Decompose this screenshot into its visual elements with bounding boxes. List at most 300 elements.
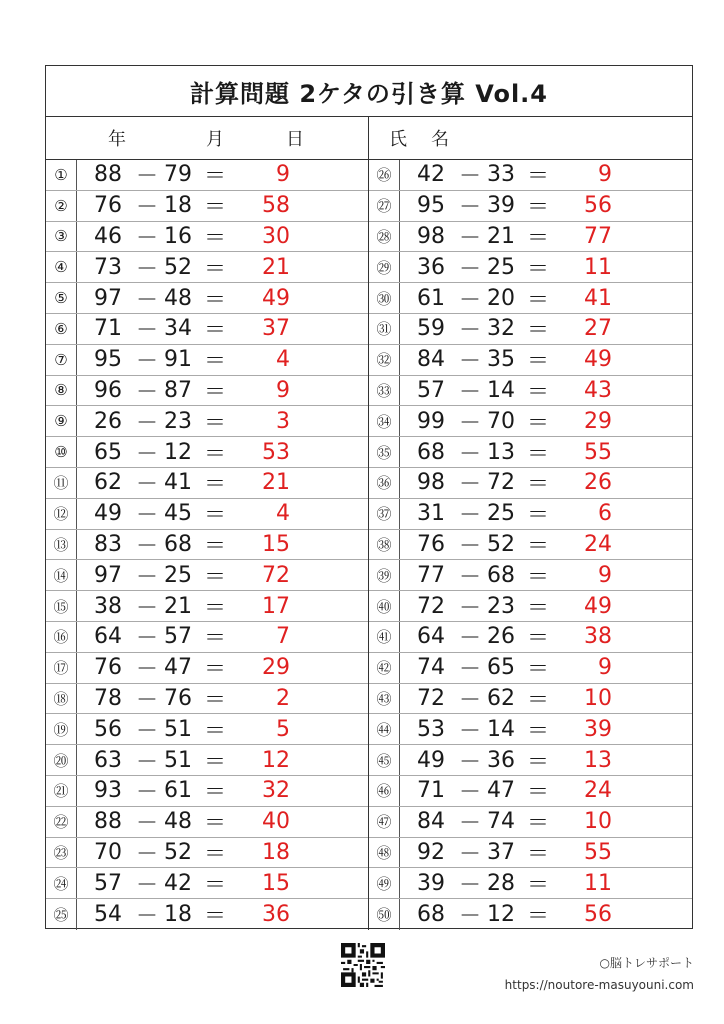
answer: 21 [262,470,290,496]
answer: 56 [584,193,612,219]
minus-sign: － [136,749,159,775]
equals-sign: ＝ [527,595,550,621]
minuend: 63 [94,747,122,773]
minus-sign: － [459,718,482,744]
problem-row [46,283,368,314]
minuend: 93 [94,778,122,804]
minuend: 88 [94,162,122,188]
equals-sign: ＝ [204,441,227,467]
problem-row [369,499,692,530]
minus-sign: － [459,749,482,775]
equals-sign: ＝ [527,349,550,375]
subtrahend: 39 [487,193,515,219]
problem-row [46,530,368,561]
equals-sign: ＝ [204,287,227,313]
minus-sign: － [136,780,159,806]
minuend: 76 [94,655,122,681]
answer: 6 [598,501,612,527]
problem-number: ㊱ [376,474,392,493]
answer: 7 [276,624,290,650]
minus-sign: － [459,164,482,190]
problem-row [369,252,692,283]
problem-number: ⑯ [53,628,69,647]
subtrahend: 87 [164,377,192,403]
problem-row [46,591,368,622]
minuend: 78 [94,685,122,711]
brand-label: ○脳トレサポート [599,956,694,970]
problem-row [46,899,368,930]
problem-number: ㊵ [376,597,392,616]
minuend: 77 [417,562,445,588]
answer: 43 [584,377,612,403]
subtrahend: 21 [164,593,192,619]
problem-number: ㉝ [376,381,392,400]
equals-sign: ＝ [527,503,550,529]
answer: 9 [598,655,612,681]
answer: 18 [262,839,290,865]
worksheet [45,65,693,929]
answer: 2 [276,685,290,711]
minus-sign: － [459,872,482,898]
minuend: 42 [417,162,445,188]
problem-row [369,776,692,807]
minus-sign: － [136,441,159,467]
problem-number: ㉓ [53,843,69,862]
equals-sign: ＝ [204,657,227,683]
name-label-2: 名 [431,129,449,150]
minuend: 57 [417,377,445,403]
problem-row [46,714,368,745]
equals-sign: ＝ [527,811,550,837]
answer: 9 [598,562,612,588]
answer: 17 [262,593,290,619]
qr-code[interactable] [341,943,385,987]
problem-row [46,868,368,899]
problem-row [369,807,692,838]
minuend: 68 [417,439,445,465]
problem-number: ㊿ [376,906,392,925]
minuend: 64 [94,624,122,650]
problem-number: ⑬ [53,535,69,554]
problem-number: ㊾ [376,874,392,893]
problem-number: ⑭ [53,566,69,585]
problem-number: ㉚ [376,289,392,308]
subtrahend: 26 [487,624,515,650]
subtrahend: 36 [487,747,515,773]
subtrahend: 18 [164,902,192,928]
minus-sign: － [136,225,159,251]
problem-column-left [46,160,369,930]
equals-sign: ＝ [204,841,227,867]
answer: 39 [584,716,612,742]
minuend: 39 [417,870,445,896]
subtrahend: 51 [164,747,192,773]
minuend: 36 [417,254,445,280]
problem-number: ⑥ [54,319,68,338]
problem-row [46,376,368,407]
subtrahend: 68 [164,531,192,557]
problem-row [46,776,368,807]
problem-number: ⑱ [53,689,69,708]
answer: 21 [262,254,290,280]
equals-sign: ＝ [204,872,227,898]
subtrahend: 12 [487,902,515,928]
equals-sign: ＝ [527,657,550,683]
equals-sign: ＝ [204,626,227,652]
answer: 37 [262,316,290,342]
answer: 15 [262,531,290,557]
minuend: 96 [94,377,122,403]
minuend: 88 [94,809,122,835]
problem-number: ㊸ [376,689,392,708]
date-field[interactable] [46,117,369,159]
equals-sign: ＝ [204,564,227,590]
minuend: 64 [417,624,445,650]
equals-sign: ＝ [204,318,227,344]
minus-sign: － [136,164,159,190]
equals-sign: ＝ [527,256,550,282]
problem-number: ㉜ [376,351,392,370]
minus-sign: － [459,533,482,559]
subtrahend: 34 [164,316,192,342]
subtrahend: 25 [164,562,192,588]
answer: 26 [584,470,612,496]
answer: 24 [584,531,612,557]
minuend: 68 [417,902,445,928]
minus-sign: － [459,256,482,282]
problem-row [369,622,692,653]
problem-row [46,160,368,191]
equals-sign: ＝ [527,780,550,806]
equals-sign: ＝ [527,626,550,652]
problem-number: ⑪ [53,474,69,493]
minuend: 59 [417,316,445,342]
minus-sign: － [459,626,482,652]
minuend: 95 [94,347,122,373]
equals-sign: ＝ [527,379,550,405]
problem-number: ㉖ [376,166,392,185]
problem-row [369,345,692,376]
problem-row [46,622,368,653]
subtrahend: 42 [164,870,192,896]
month-label: 月 [206,129,224,150]
minus-sign: － [136,904,159,930]
subtrahend: 52 [164,254,192,280]
equals-sign: ＝ [527,318,550,344]
problem-number: ⑧ [54,381,68,400]
equals-sign: ＝ [527,872,550,898]
equals-sign: ＝ [527,164,550,190]
answer: 72 [262,562,290,588]
problem-row [369,653,692,684]
subtrahend: 72 [487,470,515,496]
problem-number: ㉙ [376,258,392,277]
equals-sign: ＝ [204,379,227,405]
problem-number: ③ [54,227,68,246]
minus-sign: － [136,811,159,837]
minus-sign: － [459,811,482,837]
equals-sign: ＝ [204,164,227,190]
problem-row [46,653,368,684]
subtrahend: 35 [487,347,515,373]
minuend: 61 [417,285,445,311]
minus-sign: － [136,564,159,590]
minuend: 73 [94,254,122,280]
minus-sign: － [136,318,159,344]
subtrahend: 91 [164,347,192,373]
answer: 32 [262,778,290,804]
problem-grid [46,160,692,930]
minuend: 62 [94,470,122,496]
minuend: 56 [94,716,122,742]
problem-row [369,406,692,437]
subtrahend: 25 [487,254,515,280]
minus-sign: － [459,780,482,806]
minus-sign: － [459,318,482,344]
equals-sign: ＝ [527,533,550,559]
answer: 4 [276,347,290,373]
minuend: 53 [417,716,445,742]
equals-sign: ＝ [204,195,227,221]
equals-sign: ＝ [527,564,550,590]
equals-sign: ＝ [527,441,550,467]
problem-number: ⑫ [53,505,69,524]
problem-number: ⑮ [53,597,69,616]
problem-row [46,745,368,776]
minus-sign: － [136,533,159,559]
minuend: 76 [417,531,445,557]
problem-row [369,745,692,776]
answer: 27 [584,316,612,342]
subtrahend: 51 [164,716,192,742]
subtrahend: 16 [164,223,192,249]
minuend: 84 [417,347,445,373]
minuend: 70 [94,839,122,865]
minus-sign: － [136,256,159,282]
minuend: 31 [417,501,445,527]
answer: 29 [262,655,290,681]
minus-sign: － [459,195,482,221]
minus-sign: － [136,626,159,652]
problem-number: ④ [54,258,68,277]
subtrahend: 20 [487,285,515,311]
problem-row [369,222,692,253]
minus-sign: － [136,872,159,898]
subtrahend: 32 [487,316,515,342]
minus-sign: － [459,379,482,405]
subtrahend: 76 [164,685,192,711]
minus-sign: － [136,349,159,375]
problem-number: ㉛ [376,320,392,339]
problem-number: ㉘ [376,227,392,246]
page-title: 計算問題 2ケタの引き算 Vol.4 [46,66,692,117]
year-label: 年 [108,129,126,150]
problem-row [46,406,368,437]
problem-row [369,684,692,715]
answer: 10 [584,809,612,835]
problem-number: ㊴ [376,566,392,585]
minuend: 76 [94,193,122,219]
minus-sign: － [459,225,482,251]
minuend: 83 [94,531,122,557]
problem-number: ⑦ [54,350,68,369]
problem-row [46,838,368,869]
minuend: 49 [94,501,122,527]
answer: 29 [584,408,612,434]
problem-number: ㊶ [376,628,392,647]
problem-row [369,376,692,407]
problem-row [369,868,692,899]
answer: 9 [276,377,290,403]
equals-sign: ＝ [204,595,227,621]
minuend: 98 [417,223,445,249]
minuend: 72 [417,685,445,711]
subtrahend: 62 [487,685,515,711]
equals-sign: ＝ [204,780,227,806]
answer: 3 [276,408,290,434]
equals-sign: ＝ [204,349,227,375]
minus-sign: － [136,379,159,405]
problem-row [369,160,692,191]
subtrahend: 57 [164,624,192,650]
minus-sign: － [136,687,159,713]
subtrahend: 47 [164,655,192,681]
answer: 36 [262,902,290,928]
problem-row [46,499,368,530]
problem-row [369,468,692,499]
answer: 4 [276,501,290,527]
problem-row [369,437,692,468]
subtrahend: 79 [164,162,192,188]
problem-number: ㉒ [53,813,69,832]
answer: 49 [584,347,612,373]
problem-row [369,899,692,930]
minuend: 54 [94,902,122,928]
subtrahend: 23 [487,593,515,619]
minus-sign: － [136,503,159,529]
name-label-1: 氏 [389,129,407,150]
problem-number: ㊲ [376,505,392,524]
answer: 58 [262,193,290,219]
problem-number: ㉕ [53,906,69,925]
problem-row [46,252,368,283]
minuend: 97 [94,562,122,588]
equals-sign: ＝ [204,904,227,930]
equals-sign: ＝ [527,841,550,867]
minuend: 38 [94,593,122,619]
problem-row [369,560,692,591]
equals-sign: ＝ [204,687,227,713]
answer: 49 [262,285,290,311]
problem-number: ㊼ [376,813,392,832]
equals-sign: ＝ [204,503,227,529]
problem-number: ⑨ [54,412,68,431]
minuend: 71 [417,778,445,804]
equals-sign: ＝ [204,749,227,775]
problem-row [369,591,692,622]
problem-number: ㉑ [53,782,69,801]
problem-number: ㊷ [376,659,392,678]
problem-row [46,560,368,591]
minus-sign: － [459,564,482,590]
problem-row [369,283,692,314]
problem-row [46,807,368,838]
answer: 56 [584,902,612,928]
site-url[interactable]: https://noutore-masuyouni.com [504,978,694,992]
minuend: 57 [94,870,122,896]
problem-column-right [369,160,692,930]
minus-sign: － [459,503,482,529]
subtrahend: 41 [164,470,192,496]
minus-sign: － [459,472,482,498]
subtrahend: 12 [164,439,192,465]
minuend: 97 [94,285,122,311]
equals-sign: ＝ [204,225,227,251]
subtrahend: 21 [487,223,515,249]
subtrahend: 52 [164,839,192,865]
problem-row [46,468,368,499]
minus-sign: － [459,595,482,621]
answer: 38 [584,624,612,650]
subtrahend: 37 [487,839,515,865]
subtrahend: 28 [487,870,515,896]
problem-number: ㊳ [376,535,392,554]
answer: 9 [598,162,612,188]
equals-sign: ＝ [527,904,550,930]
subtrahend: 13 [487,439,515,465]
problem-number: ⑳ [53,751,69,770]
answer: 11 [584,254,612,280]
minuend: 92 [417,839,445,865]
day-label: 日 [286,129,304,150]
problem-number: ② [54,196,68,215]
problem-row [369,191,692,222]
subtrahend: 70 [487,408,515,434]
date-name-row [46,117,692,160]
equals-sign: ＝ [204,718,227,744]
minuend: 49 [417,747,445,773]
answer: 30 [262,223,290,249]
minus-sign: － [459,657,482,683]
answer: 13 [584,747,612,773]
problem-number: ㉟ [376,443,392,462]
subtrahend: 14 [487,716,515,742]
problem-number: ㊺ [376,751,392,770]
subtrahend: 47 [487,778,515,804]
problem-number: ㊽ [376,843,392,862]
answer: 9 [276,162,290,188]
equals-sign: ＝ [204,472,227,498]
equals-sign: ＝ [527,749,550,775]
problem-number: ㉗ [376,197,392,216]
minus-sign: － [136,595,159,621]
answer: 40 [262,809,290,835]
minus-sign: － [136,657,159,683]
minuend: 72 [417,593,445,619]
answer: 11 [584,870,612,896]
answer: 12 [262,747,290,773]
problem-number: ⑰ [53,659,69,678]
subtrahend: 23 [164,408,192,434]
subtrahend: 33 [487,162,515,188]
equals-sign: ＝ [527,410,550,436]
name-field[interactable] [369,117,692,159]
answer: 5 [276,716,290,742]
equals-sign: ＝ [204,811,227,837]
equals-sign: ＝ [527,718,550,744]
equals-sign: ＝ [527,195,550,221]
minus-sign: － [136,472,159,498]
